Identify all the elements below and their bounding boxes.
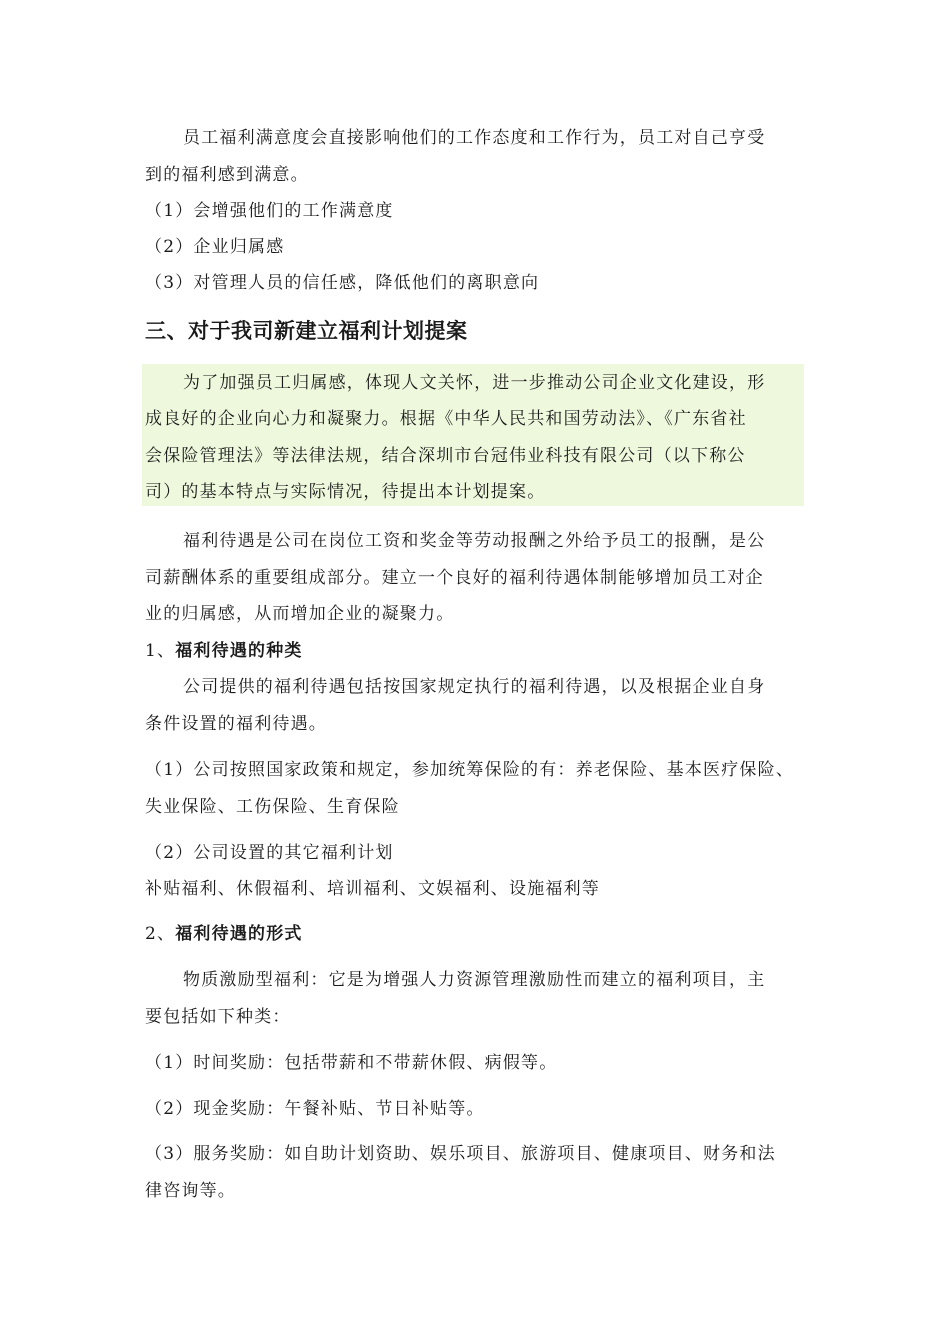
highlighted-line-4: 司）的基本特点与实际情况，待提出本计划提案。 xyxy=(145,482,546,502)
intro-item-2: （2）企业归属感 xyxy=(145,237,285,257)
forms-paragraph-line-2: 要包括如下种类： xyxy=(145,1007,291,1027)
subheading-1-title: 福利待遇的种类 xyxy=(175,641,303,661)
types-paragraph-line-2: 条件设置的福利待遇。 xyxy=(145,714,327,734)
subheading-1 xyxy=(145,639,303,663)
forms-item-2: （2）现金奖励：午餐补贴、节日补贴等。 xyxy=(145,1099,485,1119)
types-item-1-line-2: 失业保险、工伤保险、生育保险 xyxy=(145,797,400,817)
subheading-1-number: 1、 xyxy=(145,641,176,661)
welfare-paragraph-line-3: 业的归属感，从而增加企业的凝聚力。 xyxy=(145,604,455,624)
intro-paragraph-line-1: 员工福利满意度会直接影响他们的工作态度和工作行为，员工对自己亨受 xyxy=(183,128,766,148)
subheading-2 xyxy=(145,922,303,946)
types-item-2-line-2: 补贴福利、休假福利、培训福利、文娱福利、设施福利等 xyxy=(145,879,600,899)
highlighted-line-2: 成良好的企业向心力和凝聚力。根据《中华人民共和国劳动法》、《广东省社 xyxy=(145,409,747,429)
intro-item-1: （1）会增强他们的工作满意度 xyxy=(145,201,394,221)
forms-item-1: （1）时间奖励：包括带薪和不带薪休假、病假等。 xyxy=(145,1053,558,1073)
types-paragraph-line-1: 公司提供的福利待遇包括按国家规定执行的福利待遇，以及根据企业自身 xyxy=(183,677,766,697)
welfare-paragraph-line-2: 司薪酬体系的重要组成部分。建立一个良好的福利待遇体制能够增加员工对企 xyxy=(145,568,764,588)
intro-paragraph-line-2: 到的福利感到满意。 xyxy=(145,165,309,185)
subheading-2-number: 2、 xyxy=(145,924,176,944)
forms-item-3-line-1: （3）服务奖励：如自助计划资助、娱乐项目、旅游项目、健康项目、财务和法 xyxy=(145,1144,776,1164)
welfare-paragraph-line-1: 福利待遇是公司在岗位工资和奖金等劳动报酬之外给予员工的报酬，是公 xyxy=(183,531,766,551)
section-heading: 三、对于我司新建立福利计划提案 xyxy=(145,319,468,343)
highlighted-line-3: 会保险管理法》等法律法规，结合深圳市台冠伟业科技有限公司（以下称公 xyxy=(145,446,746,466)
types-item-1-line-1: （1）公司按照国家政策和规定，参加统筹保险的有：养老保险、基本医疗保险、 xyxy=(145,760,795,780)
forms-item-3-line-2: 律咨询等。 xyxy=(145,1181,236,1201)
highlighted-line-1: 为了加强员工归属感，体现人文关怀，进一步推动公司企业文化建设，形 xyxy=(183,373,766,393)
types-item-2-line-1: （2）公司设置的其它福利计划 xyxy=(145,843,394,863)
intro-item-3: （3）对管理人员的信任感，降低他们的离职意向 xyxy=(145,273,540,293)
forms-paragraph-line-1: 物质激励型福利：它是为增强人力资源管理激励性而建立的福利项目，主 xyxy=(183,970,766,990)
subheading-2-title: 福利待遇的形式 xyxy=(175,924,303,944)
